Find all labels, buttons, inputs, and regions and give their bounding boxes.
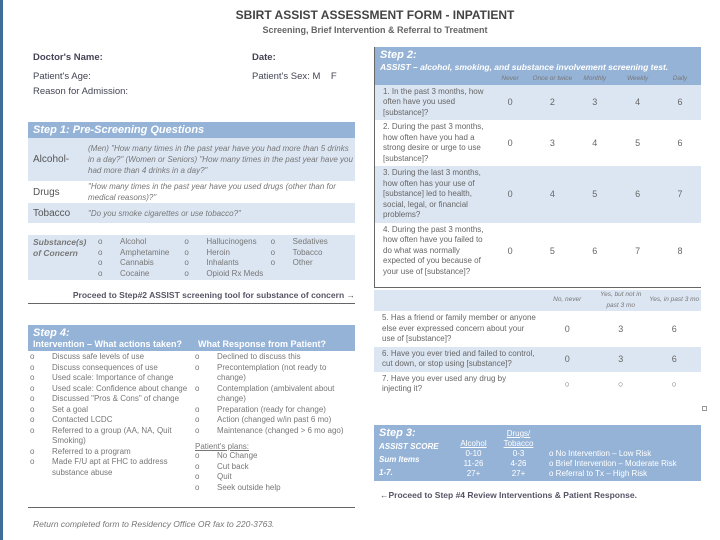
option-label: Used scale: Confidence about change (52, 383, 188, 393)
checkbox-icon[interactable]: o (30, 425, 35, 435)
response-option[interactable] (193, 405, 355, 416)
substances-label: Substance(s) of Concern (33, 237, 87, 258)
plan-option[interactable] (193, 462, 355, 473)
checkbox-icon[interactable]: o (270, 247, 276, 257)
question-row (375, 85, 701, 121)
checkbox-icon[interactable]: o (195, 362, 200, 372)
substance-option[interactable] (96, 248, 182, 259)
step2-subtitle: ASSIST – alcohol, smoking, and substance involvement screening test. (375, 61, 701, 74)
question-row (374, 372, 701, 397)
score-option[interactable]: 0 (564, 353, 570, 364)
checkbox-icon[interactable]: o (270, 258, 276, 267)
checkbox-icon[interactable]: o (195, 415, 200, 424)
response-option[interactable] (193, 415, 355, 426)
age-field[interactable]: Patient's Age: (33, 71, 91, 82)
question-text: 5. Has a friend or family member or anyone else ever expressed concern about your use of [substance]? (382, 313, 536, 343)
substance-label: Inhalants (206, 258, 239, 267)
alcohol-col: Alcohol (460, 439, 487, 448)
question-row (375, 166, 701, 223)
score-option[interactable]: 5 (549, 245, 555, 256)
checkbox-icon[interactable]: o (184, 258, 189, 267)
form-title: SBIRT ASSIST ASSESSMENT FORM - INPATIENT (235, 8, 515, 22)
score-range: 27+ (511, 469, 526, 478)
substance-option[interactable] (182, 237, 268, 248)
option-label: Precontemplation (not ready to change) (217, 362, 327, 382)
checkbox-icon[interactable]: o (30, 446, 35, 456)
substance-option[interactable] (182, 258, 268, 269)
option-label: Discuss consequences of use (52, 362, 158, 372)
action-option[interactable] (28, 405, 193, 416)
score-option[interactable]: 6 (592, 245, 598, 256)
plan-option[interactable] (193, 451, 355, 462)
checkbox-icon[interactable]: o (195, 352, 200, 361)
substance-label: Cocaine (120, 268, 150, 278)
score-col-header: Weekly (626, 75, 649, 82)
row-question: "How many times in the past year have you used drugs (other than for medical reasons)?" (88, 182, 336, 202)
substance-label: Tobacco (292, 247, 323, 257)
checkbox-icon[interactable]: o (195, 482, 200, 492)
score-option[interactable]: 0 (507, 189, 513, 199)
question-row (374, 311, 701, 347)
action-option[interactable] (28, 352, 193, 363)
checkbox-icon[interactable]: o (30, 404, 35, 414)
option-label: Contacted LCDC (52, 415, 113, 424)
step2-title: Step 2: (375, 47, 701, 61)
checkbox-icon[interactable]: o (30, 362, 35, 372)
page-edge (0, 0, 3, 540)
substance-option[interactable] (182, 269, 268, 280)
option-label: Maintenance (changed > 6 mo ago) (217, 425, 344, 435)
step1-row-drugs (28, 181, 355, 203)
option-label: Cut back (217, 461, 249, 471)
plan-option[interactable] (193, 472, 355, 483)
option-label: Declined to discuss this (217, 352, 301, 361)
checkbox-icon[interactable]: o (195, 451, 200, 460)
row-label: Tobacco (33, 207, 71, 219)
row-question: (Men) "How many times in the past year have you had more than 5 drinks in a day?" (Women or Seniors) "How many times in the past year have you had more than 4 drinks in a day?" (88, 144, 353, 175)
score-range: 0-3 (512, 449, 525, 458)
step4-col-response: What Response from Patient? (198, 339, 327, 349)
score-option[interactable]: 6 (671, 353, 677, 364)
form-subtitle: Screening, Brief Intervention & Referral to Treatment (262, 25, 488, 35)
step3-title: Step 3: (379, 427, 416, 439)
score-option[interactable]: 0 (507, 97, 513, 107)
checkbox-icon[interactable]: o (30, 373, 35, 382)
score-range: 0-10 (465, 449, 482, 458)
substance-option[interactable] (96, 258, 182, 269)
score-option[interactable]: 4 (635, 97, 641, 107)
checkbox-icon[interactable]: o (98, 268, 103, 278)
step3-proceed: ←Proceed to Step #4 Review Interventions & Patient Response. (380, 490, 637, 500)
sex-field[interactable] (252, 71, 337, 82)
step1-proceed: Proceed to Step#2 ASSIST screening tool for substance of concern → (28, 290, 355, 304)
doctor-name-field[interactable]: Doctor's Name: (33, 52, 103, 63)
option-label: No Change (217, 451, 258, 460)
option-label: Used scale: Importance of change (52, 373, 174, 382)
score-col-header: Monthly (583, 75, 607, 82)
action-option[interactable] (28, 447, 193, 458)
drugs-col: Drugs/ Tobacco (503, 429, 534, 448)
step3-label: ASSIST SCORE (379, 442, 439, 451)
checkbox-icon[interactable]: o (98, 247, 103, 257)
checkbox-icon[interactable]: o (195, 404, 200, 414)
score-option[interactable]: 8 (677, 245, 683, 256)
plans-label: Patient's plans: (195, 442, 250, 451)
checkbox-icon[interactable]: o (30, 383, 35, 393)
checkbox-icon[interactable]: o (195, 383, 200, 393)
substance-option[interactable] (96, 269, 182, 280)
risk-option[interactable]: o No Intervention – Low Risk (549, 449, 652, 458)
question-text: 3. During the last 3 months, how often has your use of [substance] led to health, social, legal, or financial problems? (383, 168, 481, 219)
score-option[interactable]: 0 (564, 323, 570, 334)
substance-option[interactable] (182, 248, 268, 259)
score-option[interactable]: 6 (635, 189, 641, 199)
checkbox-icon[interactable]: o (184, 237, 189, 246)
option-label: Quit (217, 472, 232, 481)
question-text: 4. During the past 3 months, how often have you failed to do what was normally expected of you because of your use of [substance]? (383, 224, 484, 276)
checkbox-icon[interactable]: o (195, 425, 200, 435)
score-option[interactable]: 0 (507, 245, 513, 256)
step4-col-actions: Intervention – What actions taken? (33, 339, 183, 349)
question-text: 2. During the past 3 months, how often have you had a strong desire or urge to use [substance]? (383, 122, 484, 163)
substance-label: Heroin (206, 247, 230, 257)
checkbox-icon[interactable]: o (195, 472, 200, 481)
substance-label: Hallucinogens (206, 237, 257, 246)
option-label: Referred to a program (52, 446, 131, 456)
response-option[interactable] (193, 352, 355, 363)
option-label: Discussed "Pros & Cons" of change (52, 394, 180, 403)
row-question: "Do you smoke cigarettes or use tobacco?" (88, 208, 241, 218)
substance-label: Other (292, 258, 313, 267)
sex-f[interactable]: F (330, 71, 337, 82)
step4-section (28, 325, 355, 508)
checkbox-icon[interactable]: o (184, 247, 189, 257)
substance-option[interactable] (269, 258, 355, 269)
substance-label: Alcohol (120, 237, 147, 246)
action-option[interactable] (28, 426, 193, 447)
question-text: 1. In the past 3 months, how often have you used [substance]? (383, 86, 484, 117)
reason-field[interactable]: Reason for Admission: (33, 86, 129, 97)
score-col-header: No, never (553, 296, 582, 304)
action-option[interactable] (28, 415, 193, 426)
step3-section (374, 425, 701, 481)
risk-option[interactable]: o Referral to Tx – High Risk (549, 469, 648, 478)
score-option[interactable]: 5 (592, 189, 598, 199)
score-option[interactable]: 5 (635, 137, 641, 148)
checkbox-icon[interactable]: o (30, 352, 35, 361)
step4-title: Step 4: (28, 325, 355, 339)
action-option[interactable] (28, 373, 193, 384)
substance-label: Sedatives (292, 237, 328, 246)
score-option[interactable]: 6 (671, 323, 677, 334)
substance-label: Cannabis (120, 258, 154, 267)
option-label: Contemplation (ambivalent about change) (217, 383, 335, 403)
score-option[interactable]: 6 (677, 97, 683, 107)
score-col-header: Yes, in past 3 mo (649, 296, 700, 304)
substance-label: Opioid Rx Meds (206, 268, 264, 278)
checkbox-icon[interactable]: o (184, 268, 189, 278)
response-option[interactable] (193, 426, 355, 437)
step1-row-tobacco (28, 203, 355, 223)
response-option[interactable] (193, 384, 355, 405)
option-label: Preparation (ready for change) (217, 404, 326, 414)
score-option[interactable]: 7 (677, 189, 683, 199)
substance-option[interactable] (96, 237, 182, 248)
score-option[interactable]: 4 (549, 189, 555, 199)
option-label: Set a goal (52, 404, 89, 414)
step1-title: Step 1: Pre-Screening Questions (28, 122, 355, 138)
option-label: Seek outside help (217, 482, 281, 492)
footer-note: Return completed form to Residency Office OR fax to 220-3763. (33, 519, 275, 529)
substance-label: Amphetamine (120, 247, 170, 257)
sex-label: Patient's Sex: (252, 71, 310, 82)
checkbox-icon[interactable]: o (98, 258, 103, 267)
score-option[interactable]: ○ (618, 378, 624, 389)
score-col-header: Daily (672, 75, 688, 82)
score-option[interactable]: 3 (549, 137, 555, 148)
sex-m[interactable]: M (312, 71, 321, 82)
score-option[interactable]: ○ (564, 378, 570, 389)
action-option[interactable] (28, 457, 193, 478)
question-row (375, 223, 701, 280)
score-col-header: Never (501, 75, 519, 82)
row-label: Drugs (33, 186, 60, 198)
plan-option[interactable] (193, 483, 355, 494)
option-label: Referred to a group (AA, NA, Quit Smoking) (52, 425, 172, 445)
checkbox-icon[interactable]: o (30, 457, 35, 466)
row-label: Alcohol- (33, 154, 70, 165)
step3-label: Sum Items (379, 455, 420, 464)
score-range: 27+ (466, 469, 481, 478)
score-option[interactable]: 0 (507, 137, 513, 148)
checkbox-icon[interactable]: o (30, 415, 35, 424)
score-range: 11-26 (463, 459, 484, 468)
action-option[interactable] (28, 363, 193, 374)
question-text: 6. Have you ever tried and failed to control, cut down, or stop using [substance]? (382, 348, 535, 368)
step1-row-alcohol (28, 138, 355, 181)
step2-section (374, 47, 701, 288)
substance-option[interactable] (269, 237, 355, 248)
action-option[interactable] (28, 384, 193, 395)
risk-option[interactable]: o Brief Intervention – Moderate Risk (549, 459, 677, 468)
question-row (374, 347, 701, 372)
question-row (375, 120, 701, 166)
option-label: Action (changed w/in past 6 mo) (217, 415, 332, 424)
score-col-header: Once or twice (532, 75, 573, 82)
score-option[interactable]: 3 (592, 97, 598, 107)
question-text: 7. Have you ever used any drug by injecting it? (382, 373, 507, 393)
checkbox-icon[interactable]: o (30, 394, 35, 403)
action-option[interactable] (28, 394, 193, 405)
score-option[interactable]: 3 (618, 323, 624, 334)
score-option[interactable]: 7 (635, 245, 641, 256)
substance-option[interactable] (269, 248, 355, 259)
substances-box (28, 235, 355, 280)
score-option[interactable]: 4 (592, 137, 598, 148)
response-option[interactable] (193, 363, 355, 384)
step1-section (28, 122, 355, 223)
score-option[interactable]: 3 (618, 353, 624, 364)
option-label: Made F/U apt at FHC to address substance abuse (52, 457, 168, 477)
step3-label: 1-7. (379, 468, 393, 477)
checkbox-icon[interactable]: o (270, 237, 276, 246)
small-checkbox[interactable] (702, 406, 707, 411)
step2-part2 (374, 290, 701, 397)
score-range: 4-26 (510, 459, 527, 468)
score-option[interactable]: 2 (549, 97, 555, 107)
score-option[interactable]: 6 (677, 137, 683, 148)
checkbox-icon[interactable]: o (195, 461, 200, 471)
option-label: Discuss safe levels of use (52, 352, 145, 361)
score-col-header: Yes, but not in past 3 mo (600, 291, 642, 309)
date-field[interactable]: Date: (252, 52, 276, 63)
checkbox-icon[interactable]: o (98, 237, 103, 246)
score-option[interactable]: ○ (671, 378, 677, 389)
